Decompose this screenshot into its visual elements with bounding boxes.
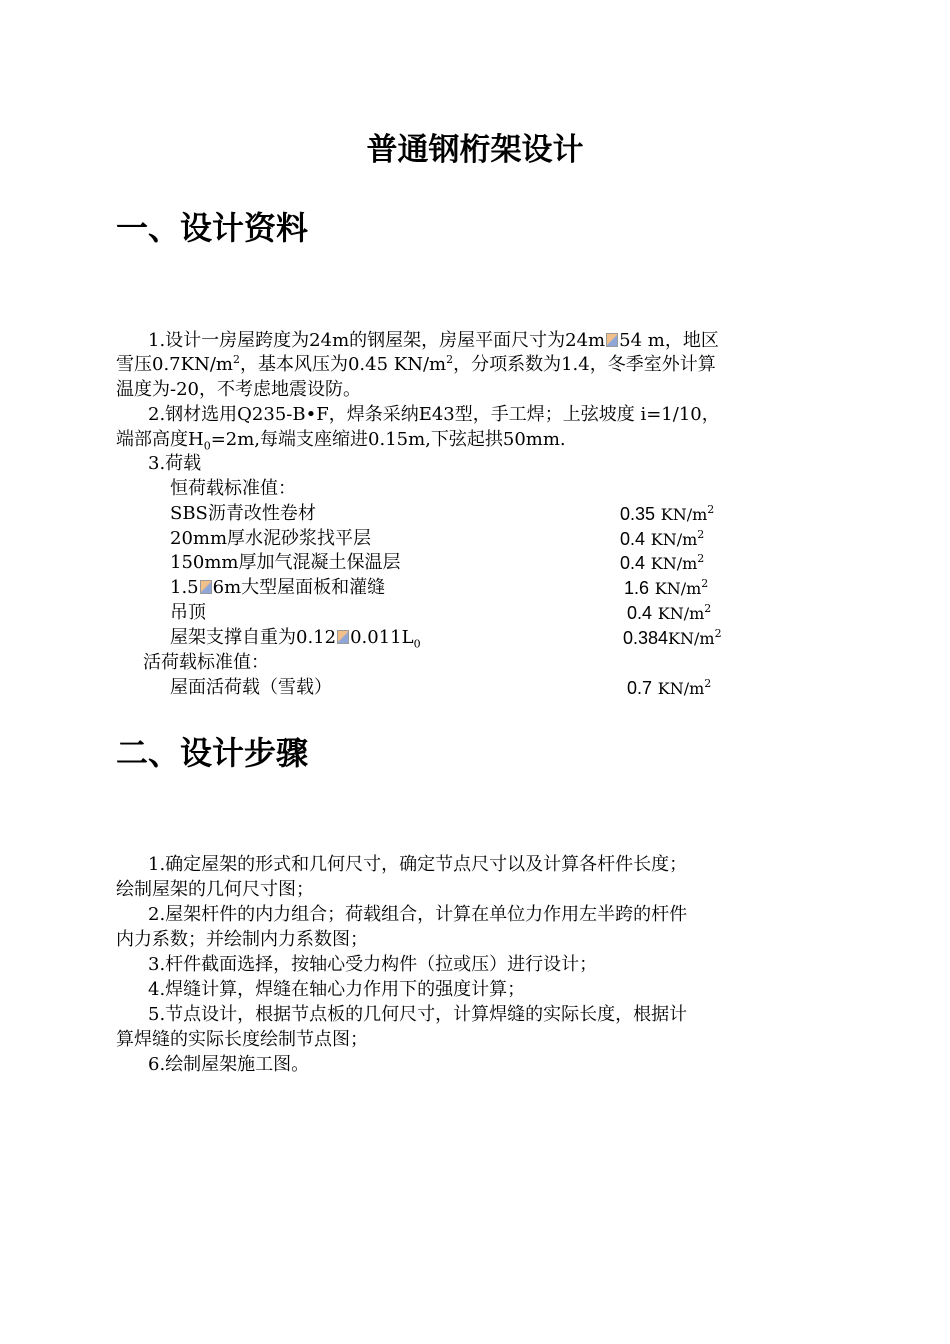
para-1-line-2: 雪压$0.7KN/m^2$，基本风压为0.45 $KN/m^2$，分项系数为1.4，冬季室外计算 — [116, 353, 716, 375]
step-1-line-1: 1.确定屋架的形式和几何尺寸，确定节点尺寸以及计算各杆件长度； — [148, 854, 688, 875]
section-heading-design-steps: 二、设计步骤 — [116, 734, 309, 772]
dead-load-name: SBS沥青改性卷材 — [170, 503, 316, 524]
step-4: 4.焊缝计算，焊缝在轴心力作用下的强度计算； — [148, 979, 526, 1000]
para-1-line-3: 温度为-20，不考虑地震设防。 — [116, 379, 361, 400]
live-load-heading: 活荷载标准值： — [143, 652, 269, 673]
loads-heading: 3.荷载 — [148, 453, 202, 474]
para-2-line-2: 端部高度$H_0=2m$,每端支座缩进0.15m,下弦起拱50mm. — [116, 429, 566, 453]
step-2-line-1: 2.屋架杆件的内力组合；荷载组合，计算在单位力作用左半跨的杆件 — [148, 904, 688, 925]
step-1-line-2: 绘制屋架的几何尺寸图； — [116, 879, 314, 900]
section-heading-design-data: 一、设计资料 — [116, 209, 309, 247]
live-load-value: 0.7 $KN/m^2$ — [627, 677, 712, 698]
step-5-line-1: 5.节点设计，根据节点板的几何尺寸，计算焊缝的实际长度，根据计 — [148, 1004, 688, 1025]
dead-load-value: $0.384KN/m^2$ — [623, 627, 722, 648]
dead-load-value: 0.35 $KN/m^2$ — [620, 503, 715, 524]
multiplication-placeholder-icon — [337, 630, 349, 644]
dead-load-name: 吊顶 — [170, 602, 206, 623]
dead-load-value: 0.4 $KN/m^2$ — [627, 602, 712, 623]
dead-load-name: 屋架支撑自重为0.12 $0.011L_0$ — [170, 627, 421, 651]
step-2-line-2: 内力系数；并绘制内力系数图； — [116, 929, 368, 950]
multiplication-placeholder-icon — [200, 580, 212, 594]
dead-load-name: 1.5 6m大型屋面板和灌缝 — [170, 577, 386, 598]
dead-load-name: 20mm厚水泥砂浆找平层 — [170, 528, 372, 549]
dead-load-value: 0.4 $KN/m^2$ — [620, 552, 705, 573]
para-2-line-1: 2.钢材选用Q235-B•F，焊条采纳E43型，手工焊；上弦坡度 i=1/10， — [148, 404, 720, 425]
dead-load-value: 1.6 $KN/m^2$ — [624, 577, 709, 598]
step-3: 3.杆件截面选择，按轴心受力构件（拉或压）进行设计； — [148, 954, 598, 975]
dead-load-value: 0.4 $KN/m^2$ — [620, 528, 705, 549]
live-load-name: 屋面活荷载（雪载） — [170, 677, 332, 698]
step-5-line-2: 算焊缝的实际长度绘制节点图； — [116, 1029, 368, 1050]
step-6: 6.绘制屋架施工图。 — [148, 1054, 310, 1075]
para-1-line-1: 1.设计一房屋跨度为24m的钢屋架，房屋平面尺寸为24m 54 m，地区 — [148, 330, 719, 351]
dead-load-name: 150mm厚加气混凝土保温层 — [170, 552, 401, 573]
dead-load-heading: 恒荷载标准值： — [170, 478, 296, 499]
document-title: 普通钢桁架设计 — [366, 132, 584, 168]
multiplication-placeholder-icon — [606, 333, 618, 347]
